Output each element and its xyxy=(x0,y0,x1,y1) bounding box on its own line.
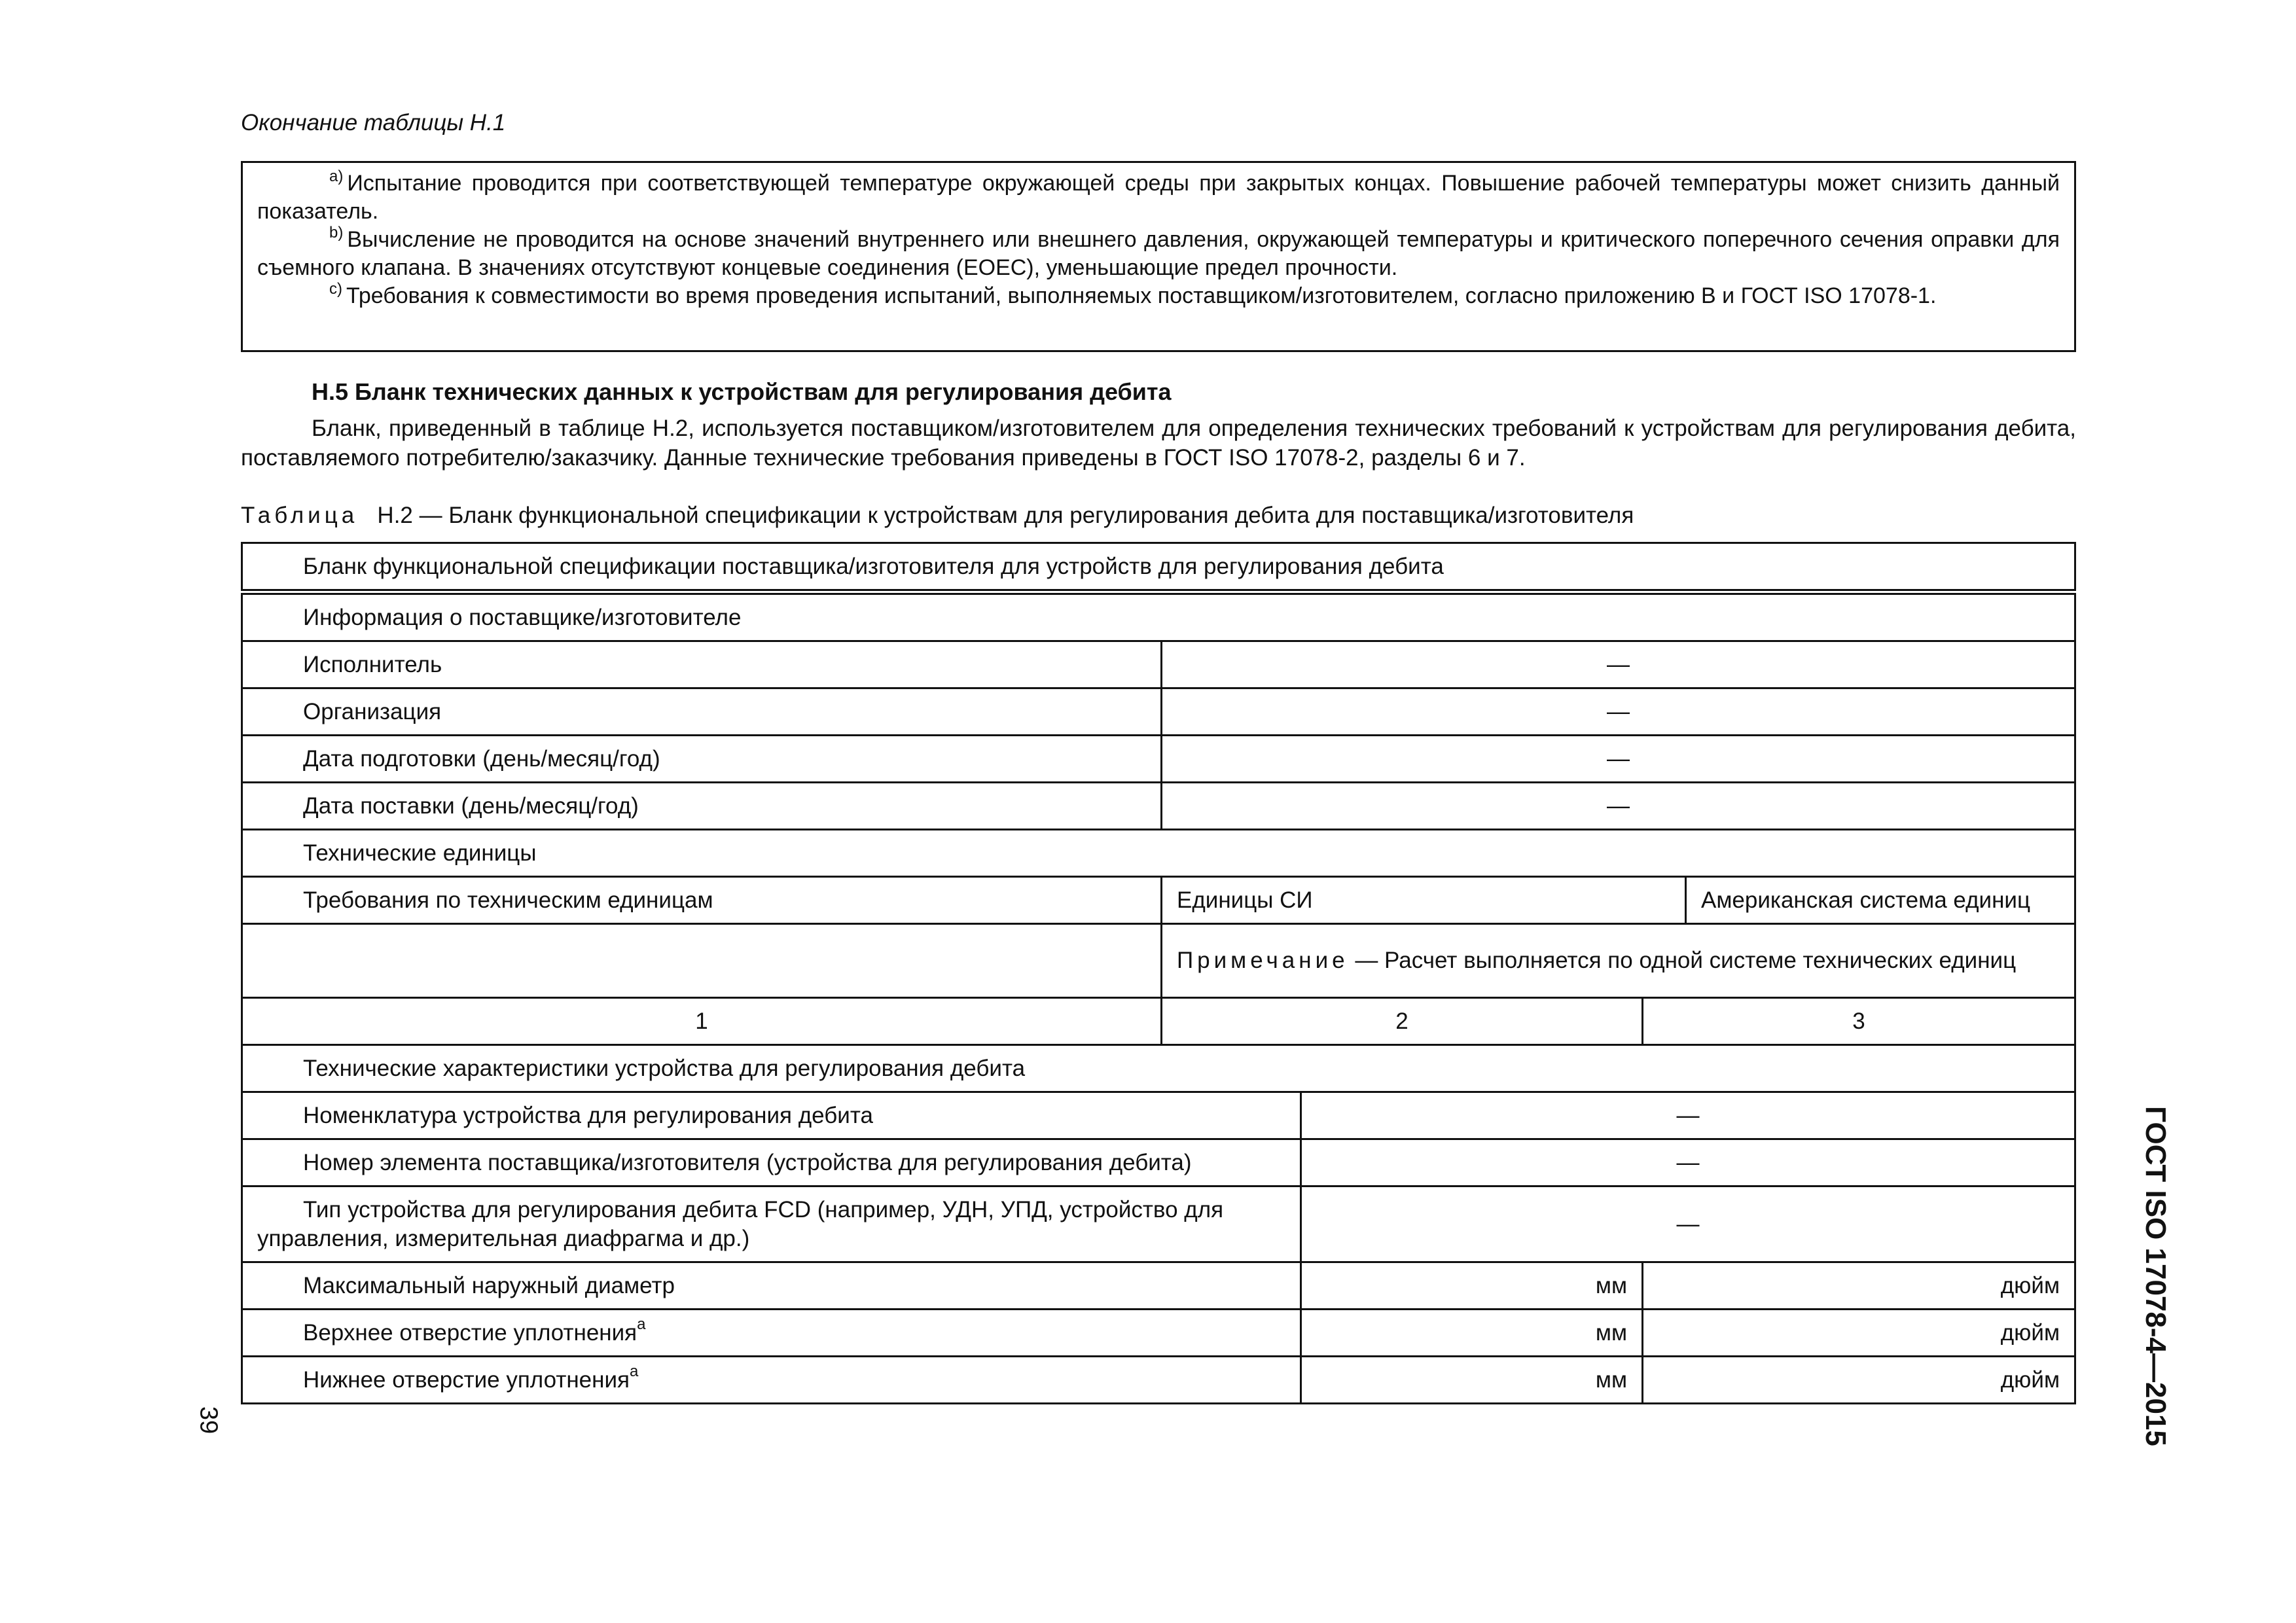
table-continuation-caption: Окончание таблицы Н.1 xyxy=(241,110,506,135)
table-row xyxy=(242,1092,2075,1139)
si-units-cell: Единицы СИ xyxy=(1162,877,1686,924)
table-row xyxy=(242,783,2075,830)
table-row xyxy=(242,1262,2075,1310)
units-note-cell xyxy=(1162,924,2075,998)
footnote-text: Испытание проводится при соответствующей температуре окружающей среды при закрытых концах. Повышение рабочей температуры может снизить данный показатель. xyxy=(257,171,2060,224)
section-paragraph: Бланк, приведенный в таблице Н.2, используется поставщиком/изготовителем для определения технических требований к устройствам для регулирования дебита, поставляемого потребителю/заказчику. Данные технические требования приведены в ГОСТ ISO 17078-2, разделы 6 и 7. xyxy=(241,416,2076,471)
upper-bore-unit-si: мм xyxy=(1301,1310,1643,1357)
upper-bore-unit-us: дюйм xyxy=(1643,1310,2075,1357)
footnote-text: Требования к совместимости во время проведения испытаний, выполняемых поставщиком/изготовителем, согласно приложению В и ГОСТ ISO 17078-1. xyxy=(346,283,1937,308)
fcd-characteristics-cell: Технические характеристики устройства для регулирования дебита xyxy=(242,1045,2075,1092)
device-type-value: — xyxy=(1301,1186,2075,1262)
document-code: ГОСТ ISO 17078-4—2015 xyxy=(2140,1106,2172,1446)
footnote-text: Вычисление не проводится на основе значений внутреннего или внешнего давления, окружающей температуры и критического поперечного сечения оправки для съемного клапана. В значениях отсутствуют концевые соединения (EOEC), уменьшающие предел прочности. xyxy=(257,227,2060,280)
nomenclature-value: — xyxy=(1301,1092,2075,1139)
section-heading: Н.5 Бланк технических данных к устройствам для регулирования дебита xyxy=(312,378,1172,405)
performer-value: — xyxy=(1162,641,2075,688)
footnote-b xyxy=(257,223,2060,282)
footnote-marker: b) xyxy=(329,223,344,241)
table-row xyxy=(242,592,2075,641)
lower-bore-label xyxy=(242,1357,1301,1404)
device-type-label: Тип устройства для регулирования дебита FCD (например, УДН, УПД, устройство для управления, измерительная диафрагма и др.) xyxy=(242,1186,1301,1262)
document-side-title xyxy=(2123,1106,2188,1446)
units-note-label: Примечание xyxy=(1177,948,1349,973)
delivery-date-value: — xyxy=(1162,783,2075,830)
column-number-2: 2 xyxy=(1162,998,1643,1045)
footnote-marker: c) xyxy=(329,279,342,298)
table-row xyxy=(242,543,2075,592)
item-number-label: Номер элемента поставщика/изготовителя (устройства для регулирования дебита) xyxy=(242,1139,1301,1186)
supplier-info-cell: Информация о поставщике/изготовителе xyxy=(242,592,2075,641)
max-od-label: Максимальный наружный диаметр xyxy=(242,1262,1301,1310)
organization-value: — xyxy=(1162,688,2075,736)
prep-date-label: Дата подготовки (день/месяц/год) xyxy=(242,736,1162,783)
max-od-unit-si: мм xyxy=(1301,1262,1643,1310)
page-number-text: 39 xyxy=(194,1406,223,1435)
table-header-cell: Бланк функциональной спецификации поставщика/изготовителя для устройств для регулирования дебита xyxy=(242,543,2075,592)
nomenclature-label: Номенклатура устройства для регулирования дебита xyxy=(242,1092,1301,1139)
table-row xyxy=(242,1045,2075,1092)
max-od-unit-us: дюйм xyxy=(1643,1262,2075,1310)
table-row xyxy=(242,688,2075,736)
table-row xyxy=(242,1357,2075,1404)
organization-label: Организация xyxy=(242,688,1162,736)
lower-bore-unit-si: мм xyxy=(1301,1357,1643,1404)
page-number xyxy=(182,1394,234,1446)
footnote-a xyxy=(257,169,2060,226)
upper-bore-footnote-marker: a xyxy=(637,1315,646,1333)
table-row xyxy=(242,1186,2075,1262)
tech-units-cell: Технические единицы xyxy=(242,830,2075,877)
table-caption-label: Таблица xyxy=(241,503,359,528)
upper-bore-text: Верхнее отверстие уплотнения xyxy=(303,1319,637,1346)
table-row xyxy=(242,998,2075,1045)
column-number-1: 1 xyxy=(242,998,1162,1045)
table-row xyxy=(242,1310,2075,1357)
table-row xyxy=(242,1139,2075,1186)
item-number-value: — xyxy=(1301,1139,2075,1186)
lower-bore-footnote-marker: a xyxy=(629,1362,639,1380)
performer-label: Исполнитель xyxy=(242,641,1162,688)
lower-bore-unit-us: дюйм xyxy=(1643,1357,2075,1404)
lower-bore-text: Нижнее отверстие уплотнения xyxy=(303,1366,630,1393)
footnote-marker: a) xyxy=(329,167,344,185)
table-row xyxy=(242,924,2075,998)
spec-table xyxy=(241,542,2076,1404)
delivery-date-label: Дата поставки (день/месяц/год) xyxy=(242,783,1162,830)
table-caption xyxy=(241,503,1634,529)
units-note-text: — Расчет выполняется по одной системе технических единиц xyxy=(1348,948,2017,973)
table-caption-text: Н.2 — Бланк функциональной спецификации к устройствам для регулирования дебита для поставщика/изготовителя xyxy=(377,503,1634,528)
table-row xyxy=(242,736,2075,783)
column-number-3: 3 xyxy=(1643,998,2075,1045)
table-row xyxy=(242,830,2075,877)
upper-bore-label xyxy=(242,1310,1301,1357)
table-row xyxy=(242,641,2075,688)
footnote-c xyxy=(257,279,2060,310)
prep-date-value: — xyxy=(1162,736,2075,783)
units-requirements-label: Требования по техническим единицам xyxy=(242,877,1162,924)
footnotes-box xyxy=(241,161,2076,352)
empty-cell xyxy=(242,924,1162,998)
table-row xyxy=(242,877,2075,924)
us-units-cell: Американская система единиц xyxy=(1686,877,2075,924)
